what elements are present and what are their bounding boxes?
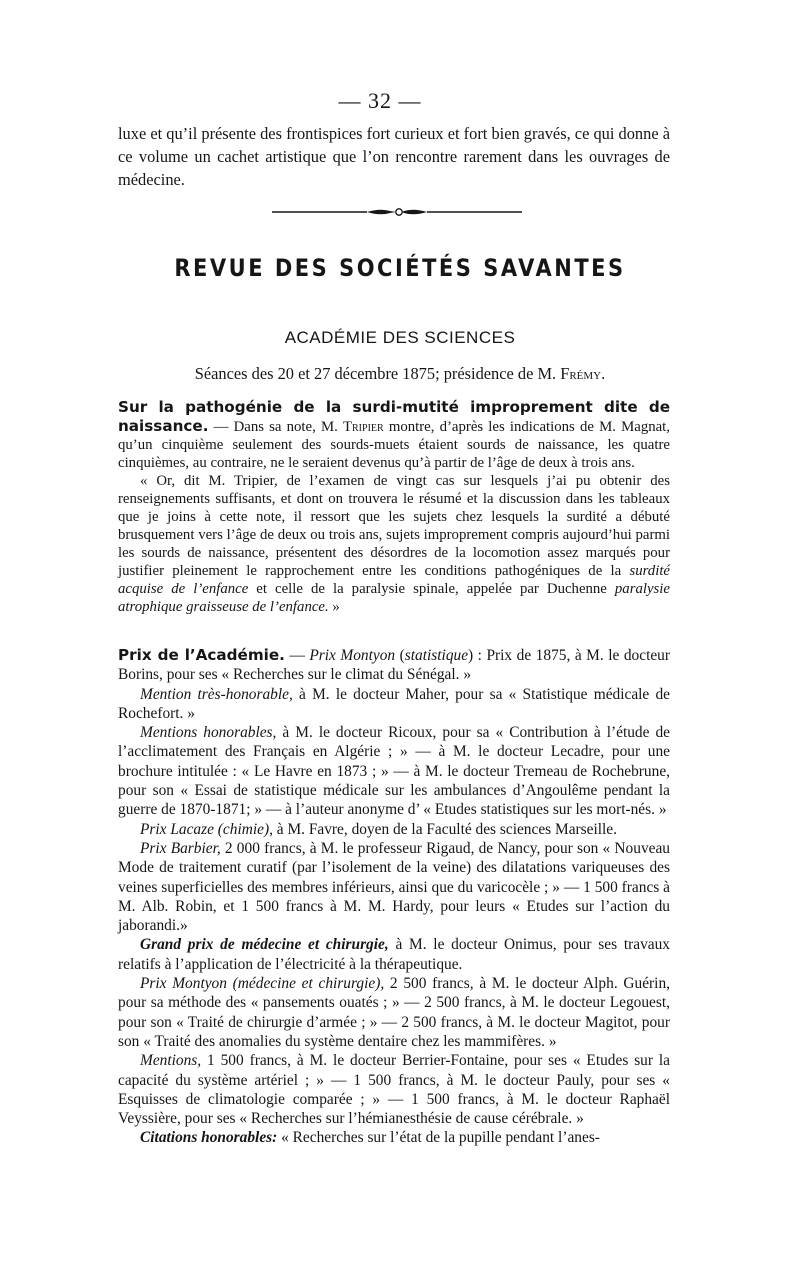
author-name: Tripier	[342, 419, 384, 435]
prix-italic: Prix Montyon (médecine et chirurgie),	[140, 975, 385, 993]
intro-paragraph: luxe et qu’il présente des frontispices fort curieux et fort bien gravés, ce qui donne à ce volume un cachet artistique que l’on rencontre rarement dans les ouvrages de médecine.	[118, 124, 670, 189]
prix-italic: Prix Lacaze	[140, 820, 214, 838]
prix-text: (	[395, 647, 405, 664]
prix-italic: Mention très-honorable,	[140, 685, 293, 703]
prix-paragraph-7	[118, 974, 670, 1051]
prix-text: à M. le docteur Onimus, pour ses travaux relatifs à l’application de l’électricité à la thérapeutique.	[118, 936, 670, 973]
president-name: Frémy	[560, 364, 602, 383]
prix-paragraph-6	[118, 935, 670, 974]
ornament-divider	[272, 205, 522, 219]
prix-italic: (chimie),	[213, 820, 273, 838]
prix-paragraph-5	[118, 839, 670, 935]
article-italic: paralysie atrophique graisseuse de l’enfance.	[118, 581, 670, 615]
prix-section	[118, 646, 670, 1148]
prix-text: à M. le docteur Ricoux, pour sa « Contribution à l’étude de l’acclimatement des Français en Algérie ; » — à M. le docteur Lecadre, pour une brochure intitulée : « Le Havre en 1873 ; » — à M. le docteur Tremeau de Rochebrune, pour son « Essai de statistique médicale sur les ambulances d’Angoulême pendant la guerre de 1870-1871; » — à l’auteur anonyme d’ « Etudes statistiques sur les mort-nés. »	[118, 724, 670, 819]
seances-text: Séances des 20 et 27 décembre 1875; présidence de M.	[194, 364, 561, 383]
seances-end: .	[601, 364, 606, 383]
section-title: REVUE DES SOCIÉTÉS SAVANTES	[174, 254, 626, 282]
prix-paragraph-4	[118, 820, 670, 839]
prix-paragraph-1	[118, 646, 670, 685]
page-number: — 32 —	[338, 88, 422, 113]
prix-paragraph-8	[118, 1051, 670, 1128]
prix-text: —	[284, 647, 310, 664]
prix-heading: Prix de l’Académie.	[118, 646, 285, 664]
prix-text: à M. le docteur Maher, pour sa « Statistique médicale de Rochefort. »	[118, 685, 671, 722]
article-text: »	[328, 599, 340, 615]
article-text: montre, d’après les indications de M. Magnat, qu’un cinquième seulement des sourds-muets étaient sourds de naissance, les quatre cinquièmes, au contraire, ne le seraient devenus qu’à partir de l’âge de deux à trois ans.	[118, 419, 670, 471]
article-italic: surdité acquise de l’enfance	[118, 563, 670, 597]
prix-paragraph-9	[118, 1128, 670, 1147]
prix-text: 2 500 francs, à M. le docteur Alph. Guérin, pour sa méthode des « pansements ouatés ; » — 2 500 francs, à M. le docteur Legouest, pour son « Traité de chirurgie d’armée ; » — 2 500 francs, à M. le docteur Magitot, pour son « Traité des anomalies du système dentaire chez les mammifères. »	[118, 975, 670, 1050]
article-text: et celle de la paralysie spinale, appelée par Duchenne	[248, 581, 615, 597]
article-paragraph-2	[118, 472, 670, 616]
prix-italic: statistique	[404, 647, 469, 664]
article-text: — Dans sa note, M.	[208, 419, 343, 435]
prix-italic: Mentions honorables,	[140, 724, 277, 742]
prix-text: « Recherches sur l’état de la pupille pendant l’anes-	[277, 1129, 600, 1147]
article-heading: Sur la pathogénie de la surdi-mutité improprement dite de naissance.	[118, 398, 670, 435]
seances-line	[0, 364, 800, 384]
prix-text: 2 000 francs, à M. le professeur Rigaud, de Nancy, pour son « Nouveau Mode de traitement curatif (par l’isolement de la veine) des dilatations variqueuses des veines superficielles des membres inférieurs, ainsi que du varicocèle ; » — 1 500 francs à M. Alb. Robin, et 1 500 francs à M. M. Hardy, pour leurs « Etudes sur l’action du jaborandi.»	[118, 839, 670, 935]
prix-italic: Prix Montyon	[309, 647, 396, 664]
prix-paragraph-3	[118, 723, 670, 819]
article-paragraph-1	[118, 398, 670, 472]
prix-italic: Mentions,	[140, 1052, 202, 1070]
prix-text: ) : Prix de 1875, à M. le docteur Borins, pour ses « Recherches sur le climat du Sénégal. »	[118, 647, 670, 684]
prix-paragraph-2	[118, 685, 670, 724]
prix-text: à M. Favre, doyen de la Faculté des sciences Marseille.	[272, 820, 617, 838]
article-text: « Or, dit M. Tripier, de l’examen de vingt cas sur lesquels j’ai pu obtenir des renseignements suffisants, et dont on trouvera le résumé et la discussion dans les tableaux que je joins à cette note, il ressort que les sujets chez lesquels la surdité a débuté brusquement vers l’âge de deux ou trois ans, sujets improprement compris aujourd’hui parmi les sourds de naissance, présentent des désordres de la locomotion assez marqués pour justifier pleinement le rapprochement entre les conditions pathogéniques de la	[118, 473, 670, 579]
prix-italic: Citations honorables:	[140, 1129, 278, 1147]
article-surdi-mutite	[118, 398, 670, 616]
prix-text: 1 500 francs, à M. le docteur Berrier-Fontaine, pour ses « Etudes sur la capacité du système artériel ; » — 1 500 francs, à M. le docteur Pauly, pour ses « Esquisses de climatologie comparée ; » — 1 500 francs, à M. le docteur Raphaël Veyssière, pour ses « Recherches sur l’hémianesthésie de cause cérébrale. »	[118, 1052, 670, 1128]
prix-italic: Grand prix de médecine et chirurgie,	[140, 936, 389, 954]
prix-italic: Prix Barbier,	[140, 839, 221, 857]
academy-title: ACADÉMIE DES SCIENCES	[284, 328, 516, 347]
